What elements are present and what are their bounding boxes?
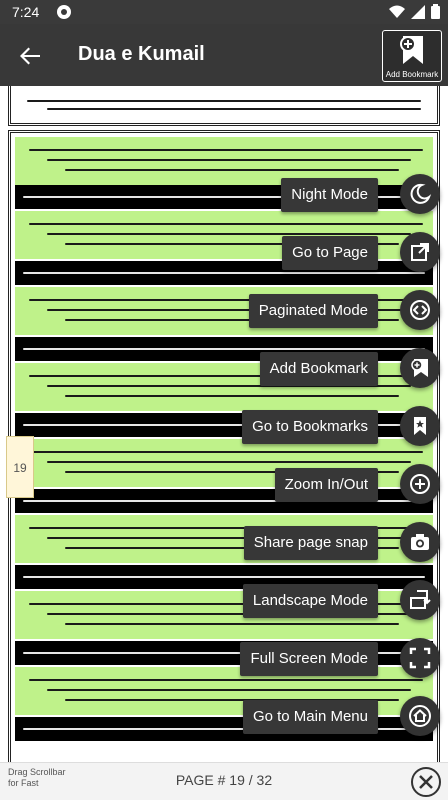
home-icon — [408, 704, 432, 728]
menu-label[interactable]: Add Bookmark — [260, 352, 378, 386]
bookmark-plus-icon — [408, 356, 432, 380]
back-arrow-icon[interactable] — [14, 40, 46, 72]
bookmark-plus-button[interactable] — [400, 348, 440, 388]
rotate-screen-button[interactable] — [400, 580, 440, 620]
external-link-button[interactable] — [400, 232, 440, 272]
menu-label[interactable]: Night Mode — [281, 178, 378, 212]
menu-label[interactable]: Zoom In/Out — [275, 468, 378, 502]
app-bar — [0, 24, 448, 86]
bookmark-star-icon — [408, 414, 432, 438]
menu-label[interactable]: Go to Main Menu — [243, 700, 378, 734]
rotate-screen-icon — [408, 588, 432, 612]
menu-item-go-to-page[interactable] — [0, 232, 448, 272]
wifi-icon — [389, 5, 405, 19]
menu-item-go-to-main-menu[interactable] — [0, 696, 448, 736]
bookmark-plus-icon — [399, 34, 427, 66]
camera-icon — [408, 530, 432, 554]
bottom-bar — [0, 762, 448, 800]
signal-icon — [411, 5, 425, 19]
menu-item-share-page-snap[interactable] — [0, 522, 448, 562]
paginate-arrows-icon — [408, 298, 432, 322]
drag-scrollbar-hint: Drag Scrollbar for Fast — [8, 767, 66, 788]
zoom-plus-icon — [408, 472, 432, 496]
menu-label[interactable]: Paginated Mode — [249, 294, 378, 328]
add-bookmark-button[interactable] — [382, 30, 442, 82]
menu-label[interactable]: Share page snap — [244, 526, 378, 560]
zoom-plus-button[interactable] — [400, 464, 440, 504]
menu-item-go-to-bookmarks[interactable] — [0, 406, 448, 446]
status-time: 7:24 — [12, 4, 40, 20]
status-bar — [0, 0, 448, 24]
home-button[interactable] — [400, 696, 440, 736]
moon-button[interactable] — [400, 174, 440, 214]
menu-item-night-mode[interactable] — [0, 174, 448, 214]
menu-label[interactable]: Landscape Mode — [243, 584, 378, 618]
status-icons — [389, 4, 440, 19]
menu-label[interactable]: Go to Bookmarks — [242, 410, 378, 444]
menu-item-paginated-mode[interactable] — [0, 290, 448, 330]
menu-label[interactable]: Full Screen Mode — [240, 642, 378, 676]
moon-icon — [408, 182, 432, 206]
page-counter: PAGE # 19 / 32 — [175, 772, 273, 788]
translation-line — [17, 92, 431, 120]
previous-page-tail — [8, 86, 440, 126]
page-number-indicator[interactable]: 19 — [6, 436, 34, 498]
external-link-icon — [408, 240, 432, 264]
fullscreen-button[interactable] — [400, 638, 440, 678]
fullscreen-icon — [408, 646, 432, 670]
aperture-icon — [56, 4, 72, 20]
paginate-arrows-button[interactable] — [400, 290, 440, 330]
camera-button[interactable] — [400, 522, 440, 562]
page-title: Dua e Kumail — [78, 43, 205, 65]
menu-item-zoom-in-out[interactable] — [0, 464, 448, 504]
battery-icon — [431, 4, 440, 19]
menu-label[interactable]: Go to Page — [282, 236, 378, 270]
add-bookmark-label: Add Bookmark — [385, 70, 439, 79]
menu-item-add-bookmark[interactable] — [0, 348, 448, 388]
menu-item-landscape-mode[interactable] — [0, 580, 448, 620]
close-icon[interactable] — [410, 766, 442, 798]
bookmark-star-button[interactable] — [400, 406, 440, 446]
menu-item-full-screen-mode[interactable] — [0, 638, 448, 678]
